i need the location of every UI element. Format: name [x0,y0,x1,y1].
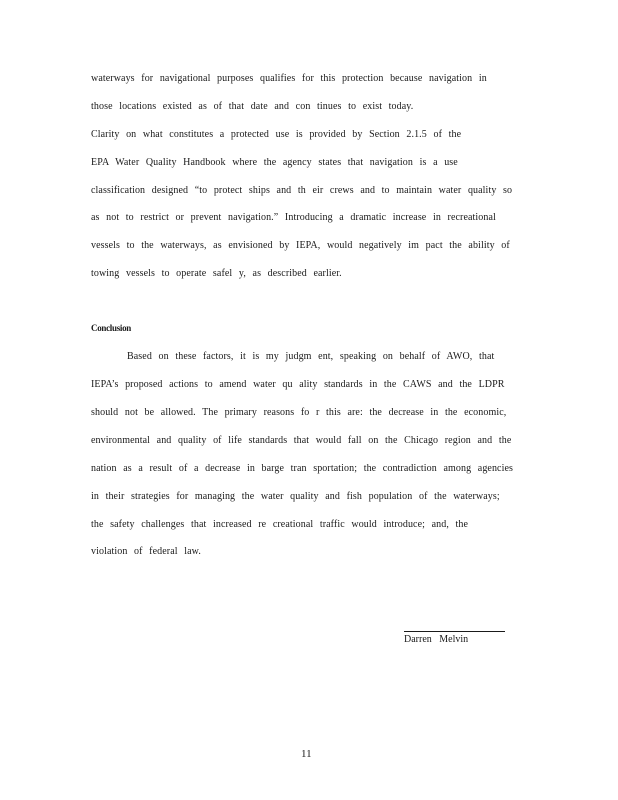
paragraph-line: waterways for navigational purposes qualifies for this protection because navigation in [91,73,487,84]
paragraph-line: Clarity on what constitutes a protected use is provided by Section 2.1.5 of the [91,129,462,140]
signature-line [404,631,505,632]
paragraph-line: those locations existed as of that date and con tinues to exist today. [91,101,414,112]
paragraph-line: environmental and quality of life standards that would fall on the Chicago region and the [91,435,512,446]
paragraph-line: towing vessels to operate safel y, as described earlier. [91,268,342,279]
page-number: 11 [301,748,312,760]
paragraph-line: IEPA’s proposed actions to amend water qu ality standards in the CAWS and the LDPR [91,379,505,390]
paragraph-line: the safety challenges that increased re creational traffic would introduce; and, the [91,519,469,530]
paragraph-line: should not be allowed. The primary reasons fo r this are: the decrease in the economic, [91,407,507,418]
paragraph-line: Based on these factors, it is my judgm ent, speaking on behalf of AWO, that [127,351,495,362]
paragraph-line: violation of federal law. [91,546,201,557]
paragraph-line: nation as a result of a decrease in barge tran sportation; the contradiction among agencies [91,463,514,474]
paragraph-line: in their strategies for managing the water quality and fish population of the waterways; [91,491,500,502]
paragraph-line: vessels to the waterways, as envisioned by IEPA, would negatively im pact the ability of [91,240,510,251]
paragraph-line: classification designed “to protect ships and th eir crews and to maintain water quality so [91,185,513,196]
paragraph-line: EPA Water Quality Handbook where the agency states that navigation is a use [91,157,458,168]
section-heading: Conclusion [91,323,132,333]
signature-name: Darren Melvin [404,634,469,645]
paragraph-line: as not to restrict or prevent navigation.” Introducing a dramatic increase in recreational [91,212,496,223]
